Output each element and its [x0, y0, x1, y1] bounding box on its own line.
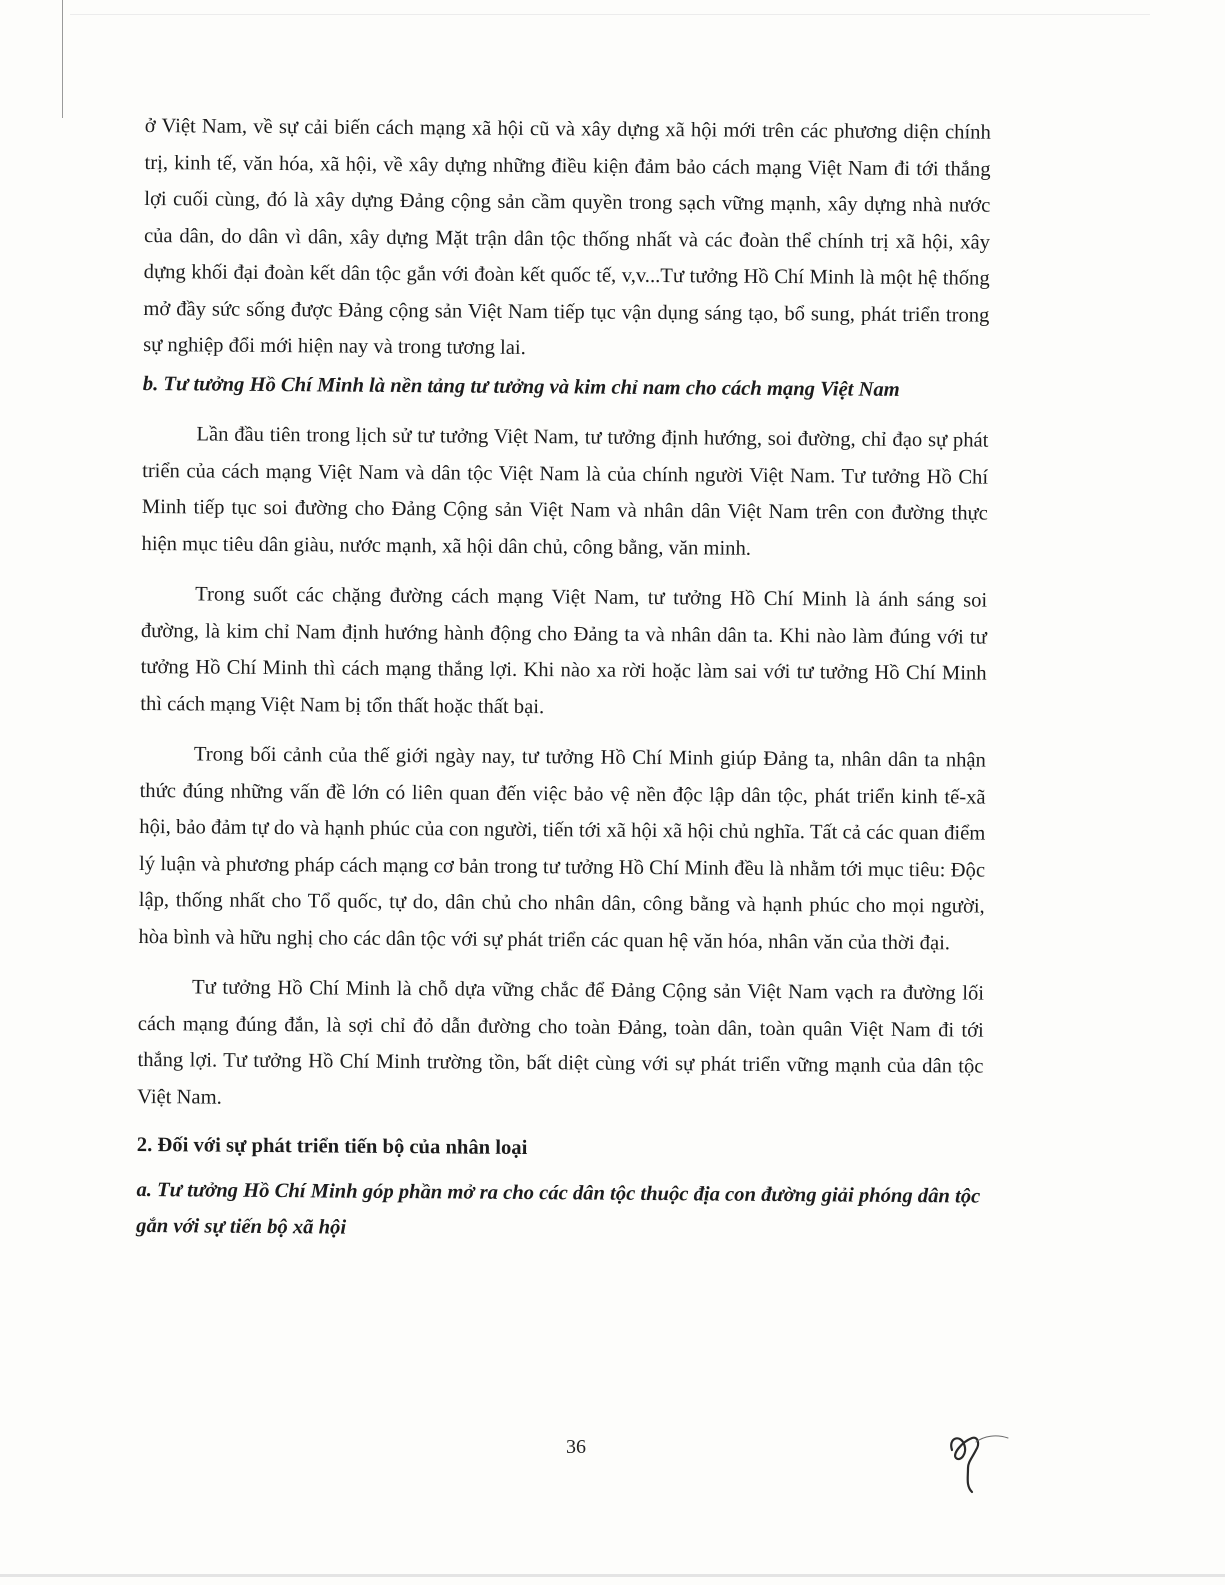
- subheading-b: b. Tư tưởng Hồ Chí Minh là nền tảng tư tưởng và kim chỉ nam cho cách mạng Việt Nam: [142, 372, 900, 401]
- section-heading-2: 2. Đối với sự phát triển tiến bộ của nhân loại: [136, 1133, 528, 1160]
- paragraph-continued: ở Việt Nam, về sự cải biến cách mạng xã hội cũ và xây dựng xã hội mới trên các phương diện chính trị, kinh tế, văn hóa, xã hội, về xây dựng những điều kiện đảm bảo cách mạng Việt Nam đi tới thắng lợi cuối cùng, đó là xây dựng Đảng cộng sản cầm quyền trong sạch vững mạnh, xây dựng nhà nước của dân, do dân vì dân, xây dựng Mặt trận dân tộc thống nhất và các đoàn thể chính trị xã hội, xây dựng khối đại đoàn kết dân tộc gắn với đoàn kết quốc tế, v,v...Tư tưởng Hồ Chí Minh là một hệ thống mở đầy sức sống được Đảng cộng sản Việt Nam tiếp tục vận dụng sáng tạo, bổ sung, phát triển trong sự nghiệp đổi mới hiện nay và trong tương lai.: [143, 114, 991, 359]
- paragraph-first-time-history: Lần đầu tiên trong lịch sử tư tưởng Việt Nam, tư tưởng định hướng, soi đường, chỉ đạo sự phát triển của cách mạng Việt Nam và dân tộc Việt Nam là của chính người Việt Nam. Tư tưởng Hồ Chí Minh tiếp tục soi đường cho Đảng Cộng sản Việt Nam và nhân dân Việt Nam trên con đường thực hiện mục tiêu dân giàu, nước mạnh, xã hội dân chủ, công bằng, văn minh.: [141, 423, 989, 560]
- handwritten-initials-icon: [938, 1428, 1018, 1498]
- paragraph-revolution-stages: Trong suốt các chặng đường cách mạng Việt Nam, tư tưởng Hồ Chí Minh là ánh sáng soi đường, là kim chỉ Nam định hướng hành động cho Đảng ta và nhân dân ta. Khi nào làm đúng với tư tưởng Hồ Chí Minh thì cách mạng thắng lợi. Khi nào xa rời hoặc làm sai với tư tưởng Hồ Chí Minh thì cách mạng Việt Nam bị tổn thất hoặc thất bại.: [140, 583, 988, 718]
- subheading-a: a. Tư tưởng Hồ Chí Minh góp phần mở ra cho các dân tộc thuộc địa con đường giải phóng dân tộc gắn với sự tiến bộ xã hội: [136, 1178, 981, 1239]
- paragraph-solid-foundation: Tư tưởng Hồ Chí Minh là chỗ dựa vững chắc để Đảng Cộng sản Việt Nam vạch ra đường lối cách mạng đúng đắn, là sợi chỉ đỏ dẫn đường cho toàn Đảng, toàn dân, toàn quân Việt Nam đi tới thắng lợi. Tư tưởng Hồ Chí Minh trường tồn, bất diệt cùng với sự phát triển vững mạnh của dân tộc Việt Nam.: [137, 976, 985, 1109]
- scan-edge-left: [62, 0, 63, 118]
- paragraph-world-context: Trong bối cảnh của thế giới ngày nay, tư tưởng Hồ Chí Minh giúp Đảng ta, nhân dân ta nhận thức đúng những vấn đề lớn có liên quan đến việc bảo vệ nền độc lập dân tộc, phát triển kinh tế-xã hội, bảo đảm tự do và hạnh phúc của con người, tiến tới xã hội xã hội chủ nghĩa. Tất cả các quan điểm lý luận và phương pháp cách mạng cơ bản trong tư tưởng Hồ Chí Minh đều là nhằm tới mục tiêu: Độc lập, thống nhất cho Tổ quốc, tự do, dân chủ cho nhân dân, công bằng và hạnh phúc cho mọi người, hòa bình và hữu nghị cho các dân tộc với sự phát triển các quan hệ văn hóa, nhân văn của thời đại.: [138, 743, 986, 954]
- scan-edge-top: [70, 14, 1150, 15]
- page-number: 36: [566, 1436, 586, 1458]
- scan-edge-bottom: [0, 1574, 1225, 1577]
- page-body-text: [136, 108, 991, 1251]
